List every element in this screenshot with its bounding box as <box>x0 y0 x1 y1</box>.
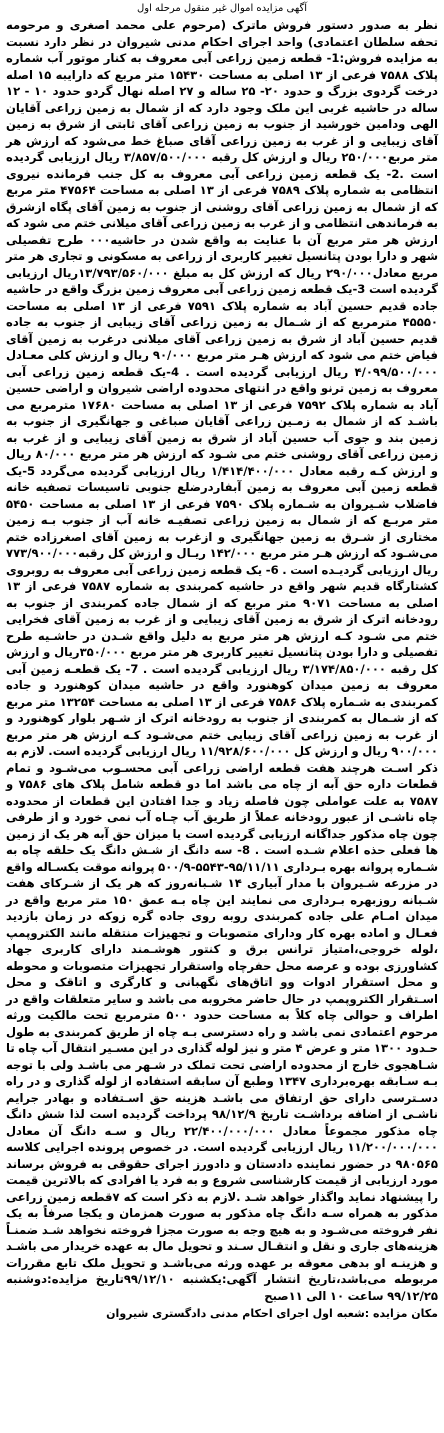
notice-body: نظر به صدور دستور فروش ماترک (مرحوم علی محمد اصغری و مرحومه تحفه سلطان اعتمادی) واحد اجرای احکام مدنی شیروان در نظر دارد نسبت به مزایده فروش:1- قطعه زمین زراعی آبی معروف به کنار موتور آب شماره پلاک ۷۵۸۸ فرعی از ۱۳ اصلی به مساحت ۱۵۴۳۰ متر مربع که دارایبه ۱۵ اصله درخت گردوی بزرگ و حدود ۲۰- ۲۵ ساله و ۲۷ اصله نهال گردو حدود ۱۰ - ۱۲ ساله در حاشیه غربی این ملک وجود دارد که از شمال به زمین زراعی آقایان الهی ودامین خورشید از جنوب به زمین زراعی آقای ثابتی از شرق به زمین آقای زیبایی و از غرب به زمین زراعی آقای صباغ خط می‌شود که ارزش هر متر مربع۲۵۰/۰۰۰ ریال و ارزش کل رقبه ۳/۸۵۷/۵۰۰/۰۰۰ ریال ارزیابی گردیده است .2- یک قطعه زمین زراعی آبی معروف به کل جنب فرمانده نیروی انتظامی به شماره پلاک ۷۵۸۹ فرعی از ۱۳ اصلی به مساحت ۴۷۵۶۴ متر مربع که از شمال به زمین زراعی آقای روشنی از جنوب به زمین آقای پگاه ازشرق به فرماندهی انتظامی و از غرب به زمین زراعی آقای میلانی ختم می شود که ارزش هر متر مربع آن با عنایت به واقع شدن در حاشیه۰۰۰ طرح تفصیلی شهر و دارا بودن پتانسیل تغییر کاربری از زراعی به مسکونی و تجاری هر متر مربع معادل۲۹۰/۰۰۰ ریال که ارزش کل به مبلغ ۱۳/۷۹۳/۵۶۰/۰۰۰ریال ارزیابی گردیده است 3-یک قطعه زمین زراعی آبی معروف زمین بزرگ واقع در حاشیه جاده قدیم حسین آباد به شماره پلاک ۷۵۹۱ فرعی از ۱۳ اصلی به مساحت ۴۵۵۵۰ مترمربع که از شـمال به زمین زراعی آقای زیبایی از جنوب به جاده قدیم حسین آباد از شرق به زمین زراعی آقای میلانی درغرب به زمین آقای فیاض ختم می شود که ارزش هـر متر مربع ۹۰/۰۰۰ ریال و ارزش کلی معـادل ۴/۰۹۹/۵۰۰/۰۰۰ ریال ارزیابی گردیده است . 4-یک قطعه زمین زراعی آبی معروف به زمین ترنو واقع در انتهای محدوده اراضی شیروان و اراضی حسین آباد به شماره پلاک ۷۵۹۲ فرعی از ۱۳ اصلی به مساحت ۱۷۶۸۰ مترمربع می باشـد که از شمال به زمـین زراعی آقایان صباغی و جهانگیری از جنوب به زمین بند و جوی آب حسین آباد از شرق به زمین آقای زیبایی و از غرب به زمین زراعی آقای روشنی ختم می شـود که ارزش هر متر مربع ۸۰/۰۰۰ ریال و ارزش کـه رقبه معادل ۱/۴۱۴/۴۰۰/۰۰۰ ریال ارزیابی گردیده می‌گردد 5-یک قطعه زمین آبی معروف به زمین آبفاردرضلع جنوبی تاسیسات تصفیه خانه فاضلاب شـیروان به شـماره پلاک ۷۵۹۰ فرعی از ۱۳ اصلی به مساحت ۵۴۵۰ متر مربـع که از شمال به زمین زراعی تصفیـه خانه آب از جنوب بـه زمین مختاری از شـرق به زمین جهانگیری و ازغرب به زمین آقای اصغرزاده ختم می‌شـود که ارزش هـر متر مربع ۱۴۲/۰۰۰ ریـال و ارزش کل رقبه۷۷۳/۹۰۰/۰۰۰ ریال ارزیابی گردیـده است . 6- یک قطعه زمین زراعی آبی معروف به روبروی کشتارگاه قدیم شهر واقع در حاشیه کمربندی به شماره ۷۵۸۷ فرعی از ۱۳ اصلی به مساحت ۹۰۷۱ متر مربع که از شمال جاده کمربندی از جنوب به رودخانه اترک از شرق به زمین آقای زیبایی و از غرب به زمین آقای فخرایی ختم می شـود کـه ارزش هر متر مربع به دلیل واقع شـدن در حاشـیه طرح تفصیلی و دارا بودن پتانسیل تغییر کاربری هر متر مربع ۳۵۰/۰۰۰ریال و ارزش کل رقبه ۳/۱۷۴/۸۵۰/۰۰۰ ریال ارزیابی گردیده است . 7- یک قطعـه زمین آبی معروف به زمین میدان کوهنورد واقع در حاشیه میدان کوهنورد و جاده کمربندی به شـماره پلاک ۷۵۸۶ فرعی از ۱۳ اصلی به مساحت ۱۳۲۵۴ متر مربع که از شـمال به کمربندی از جنوب به رودخانه اترک از شـهر بلوار کوهنورد و از غرب به زمین زراعی آقای زیبایی ختم می‌شـود کـه ارزش هر متر مربع ۹۰۰/۰۰۰ ریال و ارزش کل ۱۱/۹۲۸/۶۰۰/۰۰۰ ریال ارزیابی گردیده است. لازم به ذکر اسـت هرچند هفت قطعه اراضی زراعی آبی محسـوب می‌شـود و تمام قطعات داره حق آبه از چاه می باشد اما دو قطعه شامل پلاک های ۷۵۸۶ و ۷۵۸۷ به علت عواملی چون فاصله زیاد و جدا افتادن این قطعات از محدوده چاه ناشـی از عبور رودخانه عملاً از طریق آب چـاه آب نمی خورد و از طرفی چون چاه مذکور جداگانه ارزیابی گردیده است یا میزان حق آبه هر یک از زمین ها فعلی حذه اعلام شـده است . 8- سه دانگ از شـش دانگ یک حلقه چاه به شـماره پروانه بهره بـرداری ۹۵/۱۱/۱۱-۵۵۴۳-۵۰۰/۹ پروانه موقت یکسـاله واقع در مزرعه شـیروان با مدار آبیاری ۱۴ شـبانه‌روز که هر یک از شـرکای هفت شـبانه روزبهره بـرداری می نمایند این چاه بـه عمق ۱۵۰ متر مربع واقع در میدان امـام علی جاده کمربندی روبه روی جاده گره زوکه در زمان بازدید فعـال و اماده بهره کار ودارای متصوبات و تجهیزات منتقله مانند الکتروپمپ ،لوله خروجی،امتیاز ترانس برق و کنتور هوشـمند دارای کاربری جهاد کشاورزی بوده و عرصه محل حفرچاه واستقرار تجهیزات متصوبات و محوطه و محل استقرار ادوات وو اتاق‌های نگهبانی و کارگری و اتاقک و محل اسـتقرار الکتروپمپ در حال حاضر مخروبه می باشد و سایر متعلقات واقع در اطراف و حوالی چاه کلاً به مساحت حدود ۵۰۰ مترمربع تحت مالکیت ورثه مرحوم اعتمادی نمی باشد و راه دسترسی بـه چاه از طریق کمربندی به طول حـدود ۱۳۰۰ متر و عرض ۴ متر و نیز لوله گذاری در این مسـیر انتقال آب چاه تا شـاهجوی خارج از محدوده اراضی تحت تملک در شـهر می باشـد ولی با توجه بـه سـابقه بهره‌برداری ۱۳۴۷ وطبع آن سابقه استفاده از لوله گذاری و در راه دسـترسی دارای حق ارتفاق می باشـد هزینه حق اسـتفاده و بهادر جرایم ناشـی از اضافه برداشـت تاریخ ۹۸/۱۲/۹ پرداخت گردیده است لذا شش دانگ چاه مذکور مجموعاً معادل ۲۲/۴۰۰/۰۰۰/۰۰۰ ریال و سـه دانگ آن معادل ۱۱/۲۰۰/۰۰۰/۰۰۰ ریال ارزیابی گردیده است. در خصوص پرونده اجرایی کلاسه ۹۸۰۵۶۵ در حضور نماینده دادستان و دادورز اجرای حقوقی به فروش برساند مورد ارزیابی از قیمت کارشناسی شروع و به فرد یا افرادی که بالاترین قیمت را پیشنهاد نماید واگذار خواهد شـد .لازم به ذکر است که ۷قطعه زمین زراعی مذکور به همراه سـه دانگ چاه مذکور به صورت همزمان و یکجا صرفاً به یک نفر فروخته می‌شـود و به هیچ وجه به صورت مجزا فروخته نخواهد شـد ضمنـاً هزینه‌های جاری و نقل و انتقـال سـند و تحویل مال به عهده خریدار می باشـد و هزینـه او بدهی معوقه بر عهده ورثه می‌باشـد و تحویل ملک تابع مقررات مربوطه می‌باشد،تاریخ انتشار آگهی:یکشنبه ۹۹/۱۲/۱۰تاریخ مزایده:دوشنبه ۹۹/۱۲/۲۵ ساعت ۱۰ الی ۱۱صبح <box>6 18 439 1303</box>
auction-location: مکان مزایده :شعبه اول اجرای احکام مدنی دادگستری شیروان <box>106 1307 438 1320</box>
notice-title: آگهی مزایده اموال غیر منقول مرحله اول <box>136 3 308 14</box>
